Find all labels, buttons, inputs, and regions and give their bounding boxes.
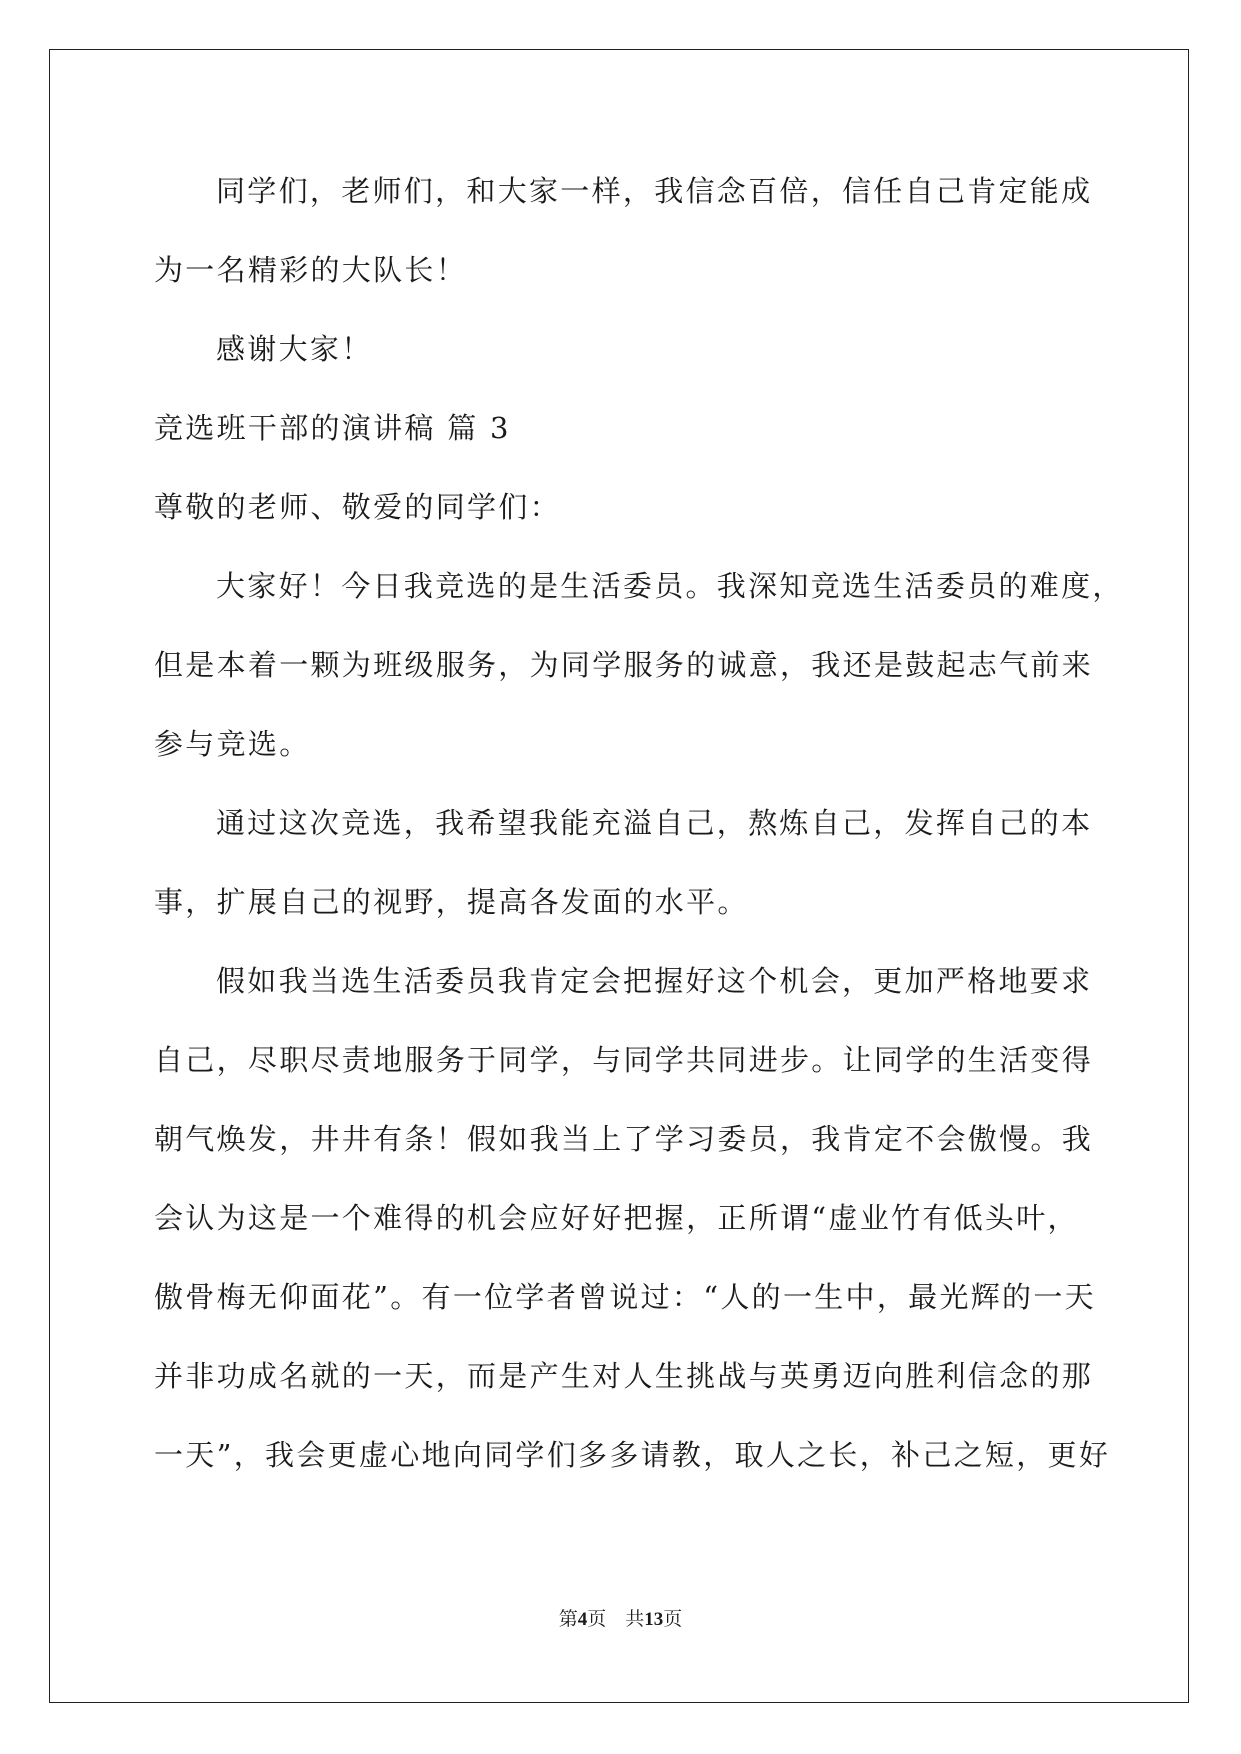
page-mid: 页 共: [587, 1609, 645, 1630]
page-number-footer: [0, 1608, 1241, 1632]
paragraph-line: 大家好！今日我竞选的是生活委员。我深知竞选生活委员的难度，: [216, 569, 1124, 603]
current-page-number: 4: [577, 1609, 588, 1630]
paragraph-line: 通过这次竞选，我希望我能充溢自己，熬炼自己，发挥自己的本: [216, 806, 1093, 840]
salutation: 尊敬的老师、敬爱的同学们：: [154, 490, 561, 524]
paragraph-line: 参与竞选。: [154, 727, 311, 761]
paragraph-line: 同学们，老师们，和大家一样，我信念百倍，信任自己肯定能成: [216, 174, 1093, 208]
page-prefix: 第: [558, 1609, 578, 1630]
paragraph-line: 假如我当选生活委员我肯定会把握好这个机会，更加严格地要求: [216, 964, 1093, 998]
paragraph-line: 一天”，我会更虚心地向同学们多多请教，取人之长，补己之短，更好: [154, 1438, 1111, 1472]
paragraph-line: 自己，尽职尽责地服务于同学，与同学共同进步。让同学的生活变得: [154, 1043, 1094, 1077]
paragraph-line: 会认为这是一个难得的机会应好好把握，正所谓“虚业竹有低头叶，: [154, 1201, 1079, 1235]
paragraph-line: 傲骨梅无仰面花”。有一位学者曾说过：“人的一生中，最光辉的一天: [154, 1280, 1096, 1314]
paragraph-line: 事，扩展自己的视野，提高各发面的水平。: [154, 885, 749, 919]
total-page-number: 13: [644, 1609, 664, 1630]
paragraph-line: 朝气焕发，井井有条！假如我当上了学习委员，我肯定不会傲慢。我: [154, 1122, 1094, 1156]
paragraph-line: 但是本着一颗为班级服务，为同学服务的诚意，我还是鼓起志气前来: [154, 648, 1094, 682]
paragraph-line: 感谢大家！: [216, 332, 373, 366]
paragraph-line: 为一名精彩的大队长！: [154, 253, 468, 287]
paragraph-line: 并非功成名就的一天，而是产生对人生挑战与英勇迈向胜利信念的那: [154, 1359, 1094, 1393]
page-suffix: 页: [663, 1609, 683, 1630]
section-heading: 竞选班干部的演讲稿 篇 3: [154, 411, 511, 445]
